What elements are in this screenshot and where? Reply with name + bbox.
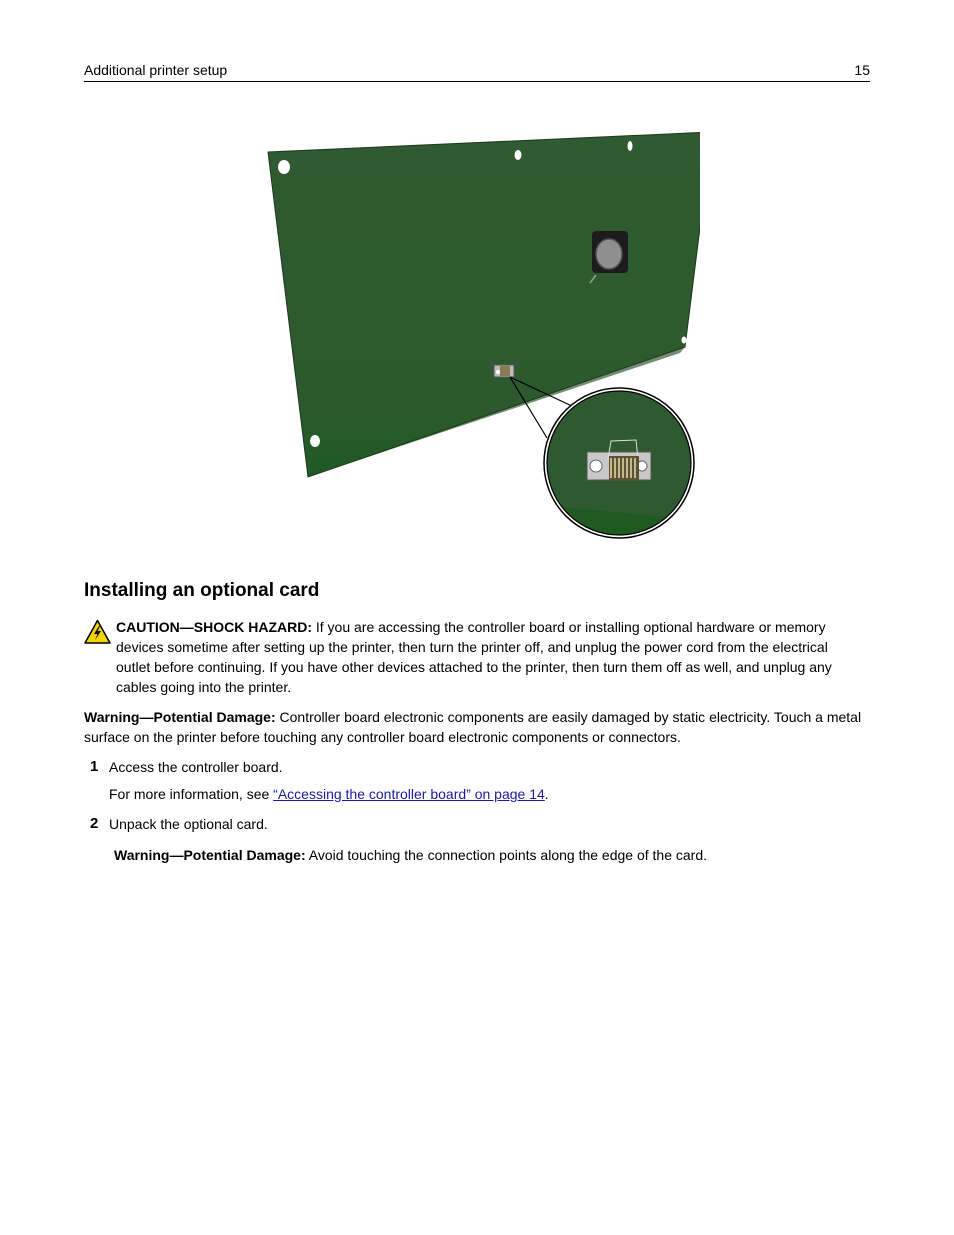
warning-static <box>84 707 864 747</box>
step-note <box>109 784 549 804</box>
warning-body: Controller board electronic components are easily damaged by static electricity. Touch a metal surface on the printer before touching any controller board electronic components or connectors. <box>84 709 862 745</box>
section-heading: Installing an optional card <box>84 580 320 601</box>
warning-label: Warning—Potential Damage: <box>114 847 306 863</box>
mounting-hole <box>310 435 320 447</box>
step-number: 2 <box>90 815 99 832</box>
caution-notice <box>116 617 861 697</box>
step-number: 1 <box>90 758 99 775</box>
mounting-hole <box>278 160 290 174</box>
mounting-hole <box>628 141 633 151</box>
caution-label: CAUTION—SHOCK HAZARD: <box>116 619 312 635</box>
note-prefix: For more information, see <box>109 786 274 802</box>
page-number: 15 <box>854 62 870 78</box>
cross-reference-link[interactable]: “Accessing the controller board” on page 14 <box>273 786 545 802</box>
page-header <box>84 61 870 82</box>
warning-body: Avoid touching the connection points along the edge of the card. <box>305 847 707 863</box>
step-text: Unpack the optional card. <box>109 816 268 832</box>
optional-card-illustration <box>260 125 700 545</box>
connector-zoom-callout <box>540 385 700 545</box>
mounting-hole <box>682 337 687 344</box>
optional-card-svg <box>260 125 700 545</box>
mounting-hole <box>515 150 522 160</box>
shock-hazard-icon <box>84 619 111 644</box>
warning-label: Warning—Potential Damage: <box>84 709 276 725</box>
step-warning <box>114 845 707 865</box>
card-connector <box>494 365 514 377</box>
caution-body: If you are accessing the controller board or installing optional hardware or memory devices sometime after setting up the printer, then turn the printer off, and unplug the power cord from the electrical outlet before continuing. If you have other devices attached to the printer, then turn them off as well, and unplug any cables going into the printer. <box>116 619 832 695</box>
step-text: Access the controller board. <box>109 759 283 775</box>
note-suffix: . <box>544 786 549 802</box>
header-section: Additional printer setup <box>84 62 228 78</box>
